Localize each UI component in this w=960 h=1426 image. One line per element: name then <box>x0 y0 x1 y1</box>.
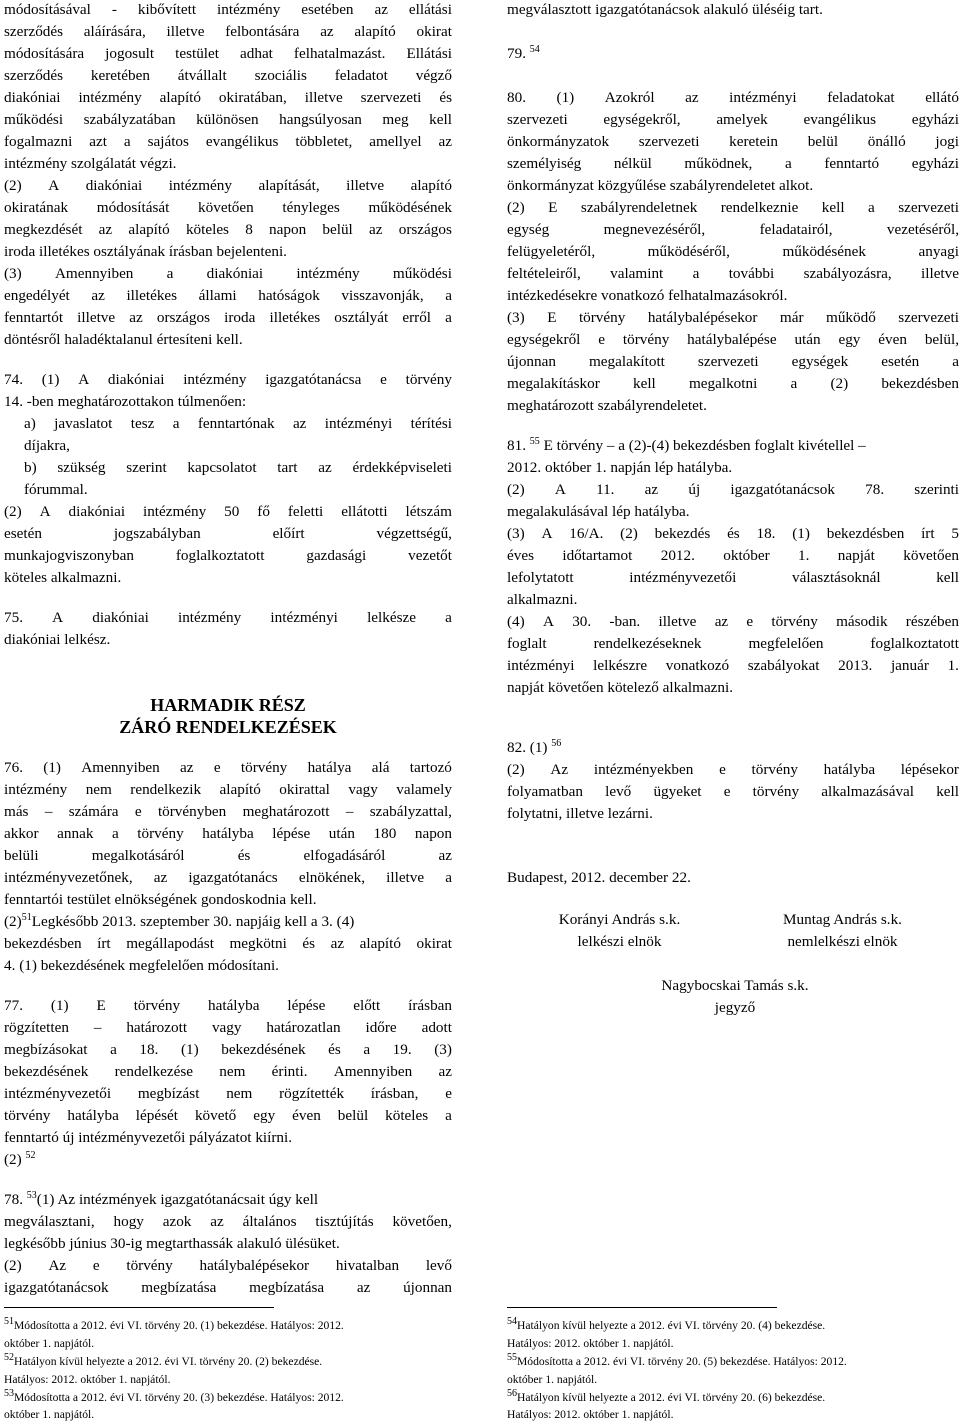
text-line: foglalt rendelkezéseknek megfelelően foglalkoztatott <box>507 635 959 652</box>
text-line: szerződés aláírására, illetve felbontására az alapító okirat <box>4 23 452 40</box>
text-line: bekezdésben írt megállapodást megkötni és az alapító okirat <box>4 935 452 952</box>
footnote-continued: Hatályos: 2012. október 1. napjától. <box>507 1408 674 1421</box>
text-line: diakóniai lelkész. <box>4 631 111 648</box>
footnote-continued: október 1. napjától. <box>4 1337 95 1350</box>
text-line: intézményvezetői megbízást nem rögzítették írásban, e <box>4 1085 452 1102</box>
text-line: megválasztani, hogy azok az általános tisztújítás követően, <box>4 1213 452 1230</box>
text-line: 74. (1) A diakóniai intézmény igazgatótanácsa e törvény <box>4 371 452 388</box>
signatory-title: lelkészi elnök <box>577 933 662 950</box>
text-line: engedélyét az illetékes állami hatóságok visszavonják, a <box>4 287 452 304</box>
paragraph-number: (2) <box>4 1151 22 1168</box>
text-line: felügyeletéről, működéséről, működésének anyagi <box>507 243 959 260</box>
signatory-title: nemlelkészi elnök <box>787 933 898 950</box>
text-line: 76. (1) Amennyiben az e törvény hatálya alá tartozó <box>4 759 452 776</box>
paragraph-text: E törvény – a (2)-(4) bekezdésben foglalt kivétellel – <box>543 437 866 454</box>
text-line: 80. (1) Azokról az intézményi feladatokat ellátó <box>507 89 959 106</box>
paragraph-number: 79. <box>507 45 526 62</box>
text-line: módosításával - kibővített intézmény esetében az ellátási <box>4 1 452 18</box>
text-line: módosítására jogosult testület adhat felhatalmazást. Ellátási <box>4 45 452 62</box>
text-line: (2) E szabályrendeletnek rendelkeznie kell a szervezeti <box>507 199 959 216</box>
footnote-ref: 56 <box>551 737 562 749</box>
text-line: bekezdésének rendelkezése nem érinti. Amennyiben az <box>4 1063 452 1080</box>
text-line: díjakra, <box>24 437 70 454</box>
text-line: intézmény szolgálatát végzi. <box>4 155 177 172</box>
text-line: fenntartói testület elnökségének gondoskodnia kell. <box>4 891 317 908</box>
text-line: okiratának módosítását követően tényleges működésének <box>4 199 452 216</box>
footnote-ref: 51 <box>21 911 32 923</box>
text-line: egységekről e törvény hatálybalépése után egy éven belül, <box>507 331 959 348</box>
footnote-continued: Hatályos: 2012. október 1. napjától. <box>507 1337 674 1350</box>
footnote-separator <box>507 1307 777 1308</box>
text-line: folyamatban levő ügyeket e törvény alkalmazásával kell <box>507 783 959 800</box>
text-line: belüli megalkotásáról és elfogadásáról az <box>4 847 452 864</box>
footnote: $^{53}$Módosította a 2012. évi VI. törvény 20. (3) bekezdése. Hatályos: 2012. <box>4 1388 344 1404</box>
text-line: rögzítetten – határozott vagy határozatlan időre adott <box>4 1019 452 1036</box>
text-line: a) javaslatot tesz a fenntartónak az intézményi térítési <box>24 415 452 432</box>
text-line: intézmény nem rendelkezik alapító okirattal vagy valamely <box>4 781 452 798</box>
text-line: esetén jogszabályban előírt végzettségű, <box>4 525 452 542</box>
footnote: $^{55}$Módosította a 2012. évi VI. törvény 20. (5) bekezdése. Hatályos: 2012. <box>507 1352 847 1368</box>
text-line: (3) Amennyiben a diakóniai intézmény működési <box>4 265 452 282</box>
text-line: köteles alkalmazni. <box>4 569 122 586</box>
text-line: munkajogviszonyban foglalkoztatott gazdasági vezetőt <box>4 547 452 564</box>
text-line <box>507 436 959 456</box>
text-line: legkésőbb június 30-ig megtarthassák alakuló ülésüket. <box>4 1235 340 1252</box>
paragraph-number: 82. (1) <box>507 739 548 756</box>
text-line: fenntartót illetve az országos iroda illetékes osztályát erről a <box>4 309 452 326</box>
text-line: meghatározott szabályrendeletet. <box>507 397 707 414</box>
footnote: $^{52}$Hatályon kívül helyezte a 2012. évi VI. törvény 20. (2) bekezdése. <box>4 1352 323 1368</box>
text-line: lefolytatott intézményvezetői választásoknál kell <box>507 569 959 586</box>
text-line: (2) A diakóniai intézmény alapítását, illetve alapító <box>4 177 452 194</box>
footnote-ref: 53 <box>26 1189 37 1201</box>
footnote-ref: 55 <box>529 435 540 447</box>
text-line: (2) Az intézményekben e törvény hatályba lépésekor <box>507 761 959 778</box>
text-line: egység megnevezéséről, feladatairól, vezetéséről, <box>507 221 959 238</box>
footnote: $^{54}$Hatályon kívül helyezte a 2012. évi VI. törvény 20. (4) bekezdése. <box>507 1316 826 1332</box>
footnote-continued: október 1. napjától. <box>507 1373 598 1386</box>
paragraph-number: 81. <box>507 437 526 454</box>
paragraph-number: (2) <box>4 913 22 930</box>
text-line: önkormányzatok szervezeti keretein belül önálló jogi <box>507 133 959 150</box>
text-line: (2) A diakóniai intézmény 50 fő feletti ellátotti létszám <box>4 503 452 520</box>
text-line: más – számára e törvényben meghatározott – szabályzattal, <box>4 803 452 820</box>
text-line: 2012. október 1. napján lép hatályba. <box>507 459 733 476</box>
text-line: napját követően kötelező alkalmazni. <box>507 679 734 696</box>
text-line <box>4 1190 452 1210</box>
paragraph-text: (1) Az intézmények igazgatótanácsait úgy kell <box>36 1191 319 1208</box>
text-line: iroda illetékes osztályának írásban bejelenteni. <box>4 243 287 260</box>
text-line: feltételeiről, valamint a további szabályozásra, illetve <box>507 265 959 282</box>
text-line: (2) A 11. az új igazgatótanácsok 78. szerinti <box>507 481 959 498</box>
place-date: Budapest, 2012. december 22. <box>507 869 691 886</box>
text-line: intézményvezetőnek, az igazgatótanács elnökének, illetve a <box>4 869 452 886</box>
text-line <box>507 44 959 64</box>
text-line: személyiség nélkül működnek, a fenntartó egyházi <box>507 155 959 172</box>
text-line: törvény hatályba lépését követő egy éven belül köteles a <box>4 1107 452 1124</box>
text-line: (3) A 16/A. (2) bekezdés és 18. (1) bekezdésben írt 5 <box>507 525 959 542</box>
text-line: szerződés keretében átvállalt szociális feladatot végző <box>4 67 452 84</box>
footnote-ref: 52 <box>25 1149 36 1161</box>
text-line: megbízásokat a 18. (1) bekezdésének és a 19. (3) <box>4 1041 452 1058</box>
text-line: 4. (1) bekezdésének megfelelően módosítani. <box>4 957 279 974</box>
text-line: (3) E törvény hatálybalépésekor már működő szervezeti <box>507 309 959 326</box>
footnote-continued: Hatályos: 2012. október 1. napjától. <box>4 1373 171 1386</box>
footnote: $^{51}$Módosította a 2012. évi VI. törvény 20. (1) bekezdése. Hatályos: 2012. <box>4 1316 344 1332</box>
text-line: fogalmazni azt a sajátos evangélikus többletet, amellyel az <box>4 133 452 150</box>
text-line: fenntartó új intézményvezetői pályázatot kiírni. <box>4 1129 293 1146</box>
text-line: megalakításkor kell megalkotni a (2) bekezdésben <box>507 375 959 392</box>
text-line: alkalmazni. <box>507 591 578 608</box>
part-subheading: ZÁRÓ RENDELKEZÉSEK <box>119 717 337 737</box>
footnote-continued: október 1. napjától. <box>4 1408 95 1421</box>
text-line: folytatni, illetve lezárni. <box>507 805 653 822</box>
text-line: megválasztott igazgatótanácsok alakuló üléséig tart. <box>507 1 823 18</box>
text-line: önkormányzat közgyűlése szabályrendeletet alkot. <box>507 177 814 194</box>
text-line: 75. A diakóniai intézmény intézményi lelkésze a <box>4 609 452 626</box>
text-line: intézményi lelkészre vonatkozó szabályokat 2013. január 1. <box>507 657 959 674</box>
text-line: megkezdését az alapító köteles 8 napon belül az országos <box>4 221 452 238</box>
signatory-name: Nagybocskai Tamás s.k. <box>661 977 809 994</box>
text-line: szervezeti egységekről, amelyek evangélikus egyházi <box>507 111 959 128</box>
footnote-separator <box>4 1307 274 1308</box>
text-line <box>4 1150 452 1170</box>
text-line: diakóniai intézmény alapító okiratában, illetve szervezeti és <box>4 89 452 106</box>
part-heading: HARMADIK RÉSZ <box>150 695 306 715</box>
footnote-ref: 54 <box>529 43 540 55</box>
text-line <box>507 738 959 758</box>
text-line: intézkedésekre vonatkozó felhatalmazásokról. <box>507 287 788 304</box>
text-line: döntésről haladéktalanul értesíteni kell. <box>4 331 243 348</box>
signatory-title: jegyző <box>714 999 756 1016</box>
text-line: 77. (1) E törvény hatályba lépése előtt írásban <box>4 997 452 1014</box>
text-line: 14. -ben meghatározottakon túlmenően: <box>4 393 247 410</box>
text-line: újonnan megalakított szervezeti egységek esetén a <box>507 353 959 370</box>
text-line: (2) Az e törvény hatálybalépésekor hivatalban levő <box>4 1257 452 1274</box>
text-line: akkor annak a törvény hatályba lépése után 180 napon <box>4 825 452 842</box>
paragraph-number: 78. <box>4 1191 23 1208</box>
signatory-name: Korányi András s.k. <box>558 911 681 928</box>
signatory-name: Muntag András s.k. <box>783 911 902 928</box>
text-line: fórummal. <box>24 481 88 498</box>
text-line: működési szabályzatában különösen hangsúlyosan meg kell <box>4 111 452 128</box>
footnote: $^{56}$Hatályon kívül helyezte a 2012. évi VI. törvény 20. (6) bekezdése. <box>507 1388 826 1404</box>
text-line: éves időtartamot 2012. október 1. napját követően <box>507 547 959 564</box>
paragraph-text: Legkésőbb 2013. szeptember 30. napjáig kell a 3. (4) <box>31 913 355 930</box>
text-line <box>4 912 452 932</box>
text-line: igazgatótanácsok megbízatása megbízatása az újonnan <box>4 1279 452 1296</box>
text-line: b) szükség szerint kapcsolatot tart az érdekképviseleti <box>24 459 452 476</box>
text-line: megalakulásával lép hatályba. <box>507 503 690 520</box>
text-line: (4) A 30. -ban. illetve az e törvény második részében <box>507 613 959 630</box>
